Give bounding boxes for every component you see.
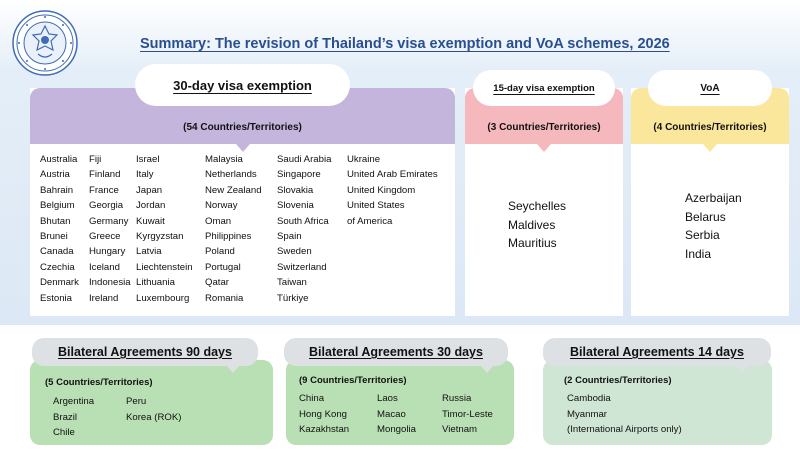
country: Luxembourg bbox=[136, 292, 190, 304]
voa-count: (4 Countries/Territories) bbox=[653, 121, 767, 133]
country: Vietnam bbox=[442, 424, 478, 435]
country: Hungary bbox=[89, 246, 126, 258]
bilateral-90-pointer bbox=[226, 365, 240, 373]
thai-seal-icon bbox=[12, 10, 78, 76]
country: Netherlands bbox=[205, 169, 257, 181]
country: Greece bbox=[89, 231, 121, 243]
bilateral-30-pointer bbox=[480, 365, 494, 373]
country: Saudi Arabia bbox=[277, 154, 332, 165]
country: Estonia bbox=[40, 292, 72, 304]
visa-30-col-4 bbox=[205, 152, 262, 306]
country: Israel bbox=[136, 154, 160, 165]
country: Lithuania bbox=[136, 277, 175, 289]
bilateral-30-count: (9 Countries/Territories) bbox=[299, 375, 407, 386]
country: Slovenia bbox=[277, 200, 314, 212]
country: Austria bbox=[40, 169, 70, 181]
country: Cambodia bbox=[567, 393, 611, 404]
country: Singapore bbox=[277, 169, 321, 181]
country: Ireland bbox=[89, 292, 119, 304]
country: Germany bbox=[89, 215, 129, 227]
bilateral-14-list bbox=[567, 391, 682, 438]
country: Czechia bbox=[40, 261, 75, 273]
country: Laos bbox=[377, 393, 398, 404]
country: Brazil bbox=[53, 411, 77, 423]
page-title: Summary: The revision of Thailand’s visa exemption and VoA schemes, 2026 bbox=[140, 36, 670, 52]
country: Kyrgyzstan bbox=[136, 231, 184, 243]
visa-15-list bbox=[508, 197, 566, 253]
country: Brunei bbox=[40, 231, 68, 243]
bilateral-30-col-2 bbox=[377, 391, 416, 438]
bilateral-14-pointer bbox=[735, 365, 749, 373]
bilateral-30-col-1 bbox=[299, 391, 349, 438]
country: Switzerland bbox=[277, 261, 327, 273]
country: Fiji bbox=[89, 154, 102, 165]
note: (International Airports only) bbox=[567, 424, 682, 435]
voa-list bbox=[685, 189, 742, 263]
country: Qatar bbox=[205, 277, 229, 289]
country: Timor-Leste bbox=[442, 408, 493, 420]
country: France bbox=[89, 184, 119, 196]
country: Macao bbox=[377, 408, 406, 420]
country: Mauritius bbox=[508, 236, 557, 250]
country: Chile bbox=[53, 427, 75, 438]
country: Jordan bbox=[136, 200, 166, 212]
country: Portugal bbox=[205, 261, 241, 273]
country: Latvia bbox=[136, 246, 162, 258]
country: Ukraine bbox=[347, 154, 381, 165]
country: United Arab Emirates bbox=[347, 169, 438, 181]
country: Philippines bbox=[205, 231, 252, 243]
country: Iceland bbox=[89, 261, 120, 273]
country: Belgium bbox=[40, 200, 75, 212]
country: Liechtenstein bbox=[136, 261, 193, 273]
country: Romania bbox=[205, 292, 244, 304]
country: Mongolia bbox=[377, 424, 416, 435]
country: Spain bbox=[277, 231, 302, 243]
country: Georgia bbox=[89, 200, 124, 212]
visa-exemption-15-count: (3 Countries/Territories) bbox=[487, 121, 601, 133]
country: Türkiye bbox=[277, 292, 309, 304]
country: Bahrain bbox=[40, 184, 74, 196]
visa-30-col-6 bbox=[347, 152, 438, 229]
country: Slovakia bbox=[277, 184, 314, 196]
visa-exemption-30-pointer bbox=[236, 144, 250, 152]
country: Oman bbox=[205, 215, 232, 227]
bilateral-14-count: (2 Countries/Territories) bbox=[564, 375, 672, 386]
bilateral-90-count: (5 Countries/Territories) bbox=[45, 377, 153, 388]
country: Kazakhstan bbox=[299, 424, 350, 435]
country: India bbox=[685, 246, 712, 261]
visa-exemption-30-label: 30-day visa exemption bbox=[135, 64, 350, 106]
visa-exemption-30-count: (54 Countries/Territories) bbox=[183, 121, 302, 133]
country: Azerbaijan bbox=[685, 191, 742, 205]
visa-exemption-15-label: 15-day visa exemption bbox=[473, 70, 615, 106]
bilateral-30-col-3 bbox=[442, 391, 493, 438]
country: Maldives bbox=[508, 217, 556, 232]
country: Peru bbox=[126, 396, 147, 407]
bilateral-90-label: Bilateral Agreements 90 days bbox=[32, 338, 258, 366]
country: Sweden bbox=[277, 246, 312, 258]
bilateral-30-label: Bilateral Agreements 30 days bbox=[284, 338, 508, 366]
country: Italy bbox=[136, 169, 154, 181]
country: Serbia bbox=[685, 228, 720, 242]
country: Argentina bbox=[53, 396, 95, 407]
country: China bbox=[299, 393, 325, 404]
country: Myanmar bbox=[567, 408, 607, 420]
country: Korea (ROK) bbox=[126, 411, 182, 423]
country: Canada bbox=[40, 246, 74, 258]
country: Australia bbox=[40, 154, 78, 165]
country: United States bbox=[347, 200, 405, 212]
country: Poland bbox=[205, 246, 235, 258]
country: Norway bbox=[205, 200, 238, 212]
country: Finland bbox=[89, 169, 121, 181]
visa-30-col-1 bbox=[40, 152, 79, 306]
country: United Kingdom bbox=[347, 184, 416, 196]
bilateral-90-col-1 bbox=[53, 394, 94, 441]
country: Kuwait bbox=[136, 215, 165, 227]
country: Russia bbox=[442, 393, 472, 404]
visa-30-col-3 bbox=[136, 152, 193, 306]
country: New Zealand bbox=[205, 184, 262, 196]
country: of America bbox=[347, 215, 393, 227]
country: Hong Kong bbox=[299, 408, 348, 420]
country: Denmark bbox=[40, 277, 79, 289]
country: Bhutan bbox=[40, 215, 71, 227]
country: Indonesia bbox=[89, 277, 131, 289]
visa-exemption-15-pointer bbox=[537, 144, 551, 152]
country: Taiwan bbox=[277, 277, 307, 289]
visa-30-col-5 bbox=[277, 152, 331, 306]
country: Belarus bbox=[685, 209, 726, 224]
voa-pointer bbox=[703, 144, 717, 152]
country: Seychelles bbox=[508, 199, 567, 213]
voa-label: VoA bbox=[648, 70, 772, 106]
country: Japan bbox=[136, 184, 163, 196]
country: Malaysia bbox=[205, 154, 243, 165]
bilateral-14-label: Bilateral Agreements 14 days bbox=[543, 338, 771, 366]
bilateral-90-col-2 bbox=[126, 394, 181, 425]
visa-30-col-2 bbox=[89, 152, 131, 306]
country: South Africa bbox=[277, 215, 329, 227]
